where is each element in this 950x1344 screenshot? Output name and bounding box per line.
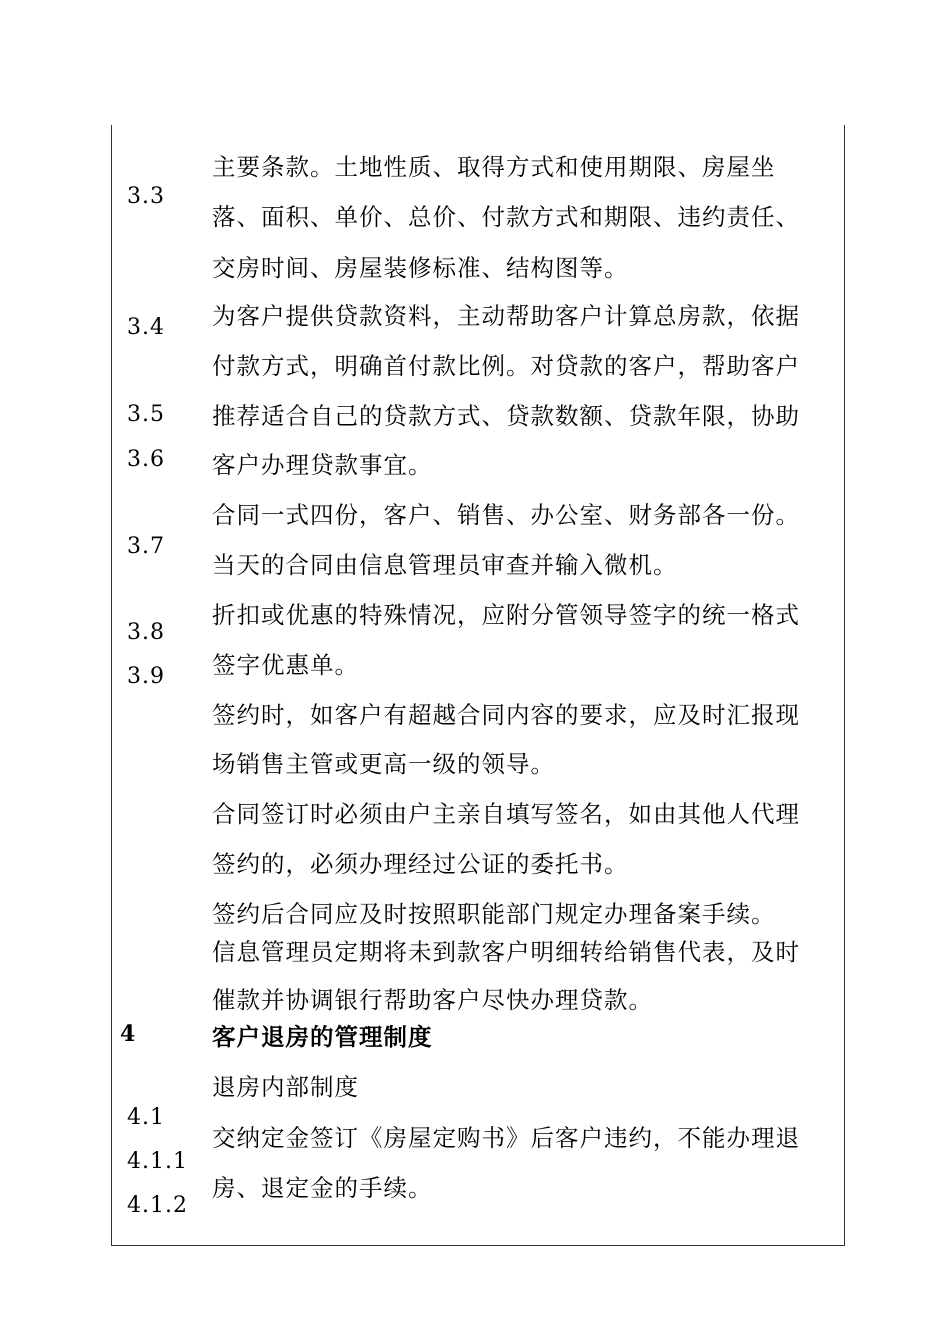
body-line: 签字优惠单。: [212, 651, 359, 679]
subsection-heading: 退房内部制度: [212, 1073, 359, 1101]
clause-number: 4.1.1: [127, 1149, 188, 1174]
clause-number: 3.4: [127, 315, 165, 340]
body-line: 为客户提供贷款资料，主动帮助客户计算总房款，依据: [212, 302, 800, 330]
body-line: 付款方式，明确首付款比例。对贷款的客户，帮助客户: [212, 352, 800, 380]
clause-number: 3.5: [127, 402, 165, 427]
body-line: 签约时，如客户有超越合同内容的要求，应及时汇报现: [212, 701, 800, 729]
section-number: 4: [120, 1021, 136, 1047]
clause-number: 3.7: [127, 534, 165, 559]
body-line: 房、退定金的手续。: [212, 1174, 433, 1202]
body-line: 当天的合同由信息管理员审查并输入微机。: [212, 551, 678, 579]
body-line: 客户办理贷款事宜。: [212, 451, 433, 479]
body-line: 签约的，必须办理经过公证的委托书。: [212, 850, 629, 878]
section-heading: 客户退房的管理制度: [212, 1023, 433, 1051]
clause-number: 3.6: [127, 447, 165, 472]
clause-number: 3.3: [127, 184, 165, 209]
body-line: 交纳定金签订《房屋定购书》后客户违约，不能办理退: [212, 1124, 800, 1152]
clause-number: 4.1.2: [127, 1193, 188, 1218]
body-line: 折扣或优惠的特殊情况，应附分管领导签字的统一格式: [212, 601, 800, 629]
body-line: 合同签订时必须由户主亲自填写签名，如由其他人代理: [212, 800, 800, 828]
clause-number: 4.1: [127, 1105, 165, 1130]
body-line: 落、面积、单价、总价、付款方式和期限、违约责任、: [212, 203, 800, 231]
body-line: 交房时间、房屋装修标准、结构图等。: [212, 254, 629, 282]
body-line: 催款并协调银行帮助客户尽快办理贷款。: [212, 986, 653, 1014]
body-line: 签约后合同应及时按照职能部门规定办理备案手续。: [212, 900, 776, 928]
body-line: 合同一式四份，客户、销售、办公室、财务部各一份。: [212, 501, 800, 529]
clause-number: 3.8: [127, 620, 165, 645]
clause-number: 3.9: [127, 664, 165, 689]
body-line: 主要条款。土地性质、取得方式和使用期限、房屋坐: [212, 153, 776, 181]
body-line: 推荐适合自己的贷款方式、贷款数额、贷款年限，协助: [212, 402, 800, 430]
body-line: 场销售主管或更高一级的领导。: [212, 750, 555, 778]
body-line: 信息管理员定期将未到款客户明细转给销售代表，及时: [212, 938, 800, 966]
